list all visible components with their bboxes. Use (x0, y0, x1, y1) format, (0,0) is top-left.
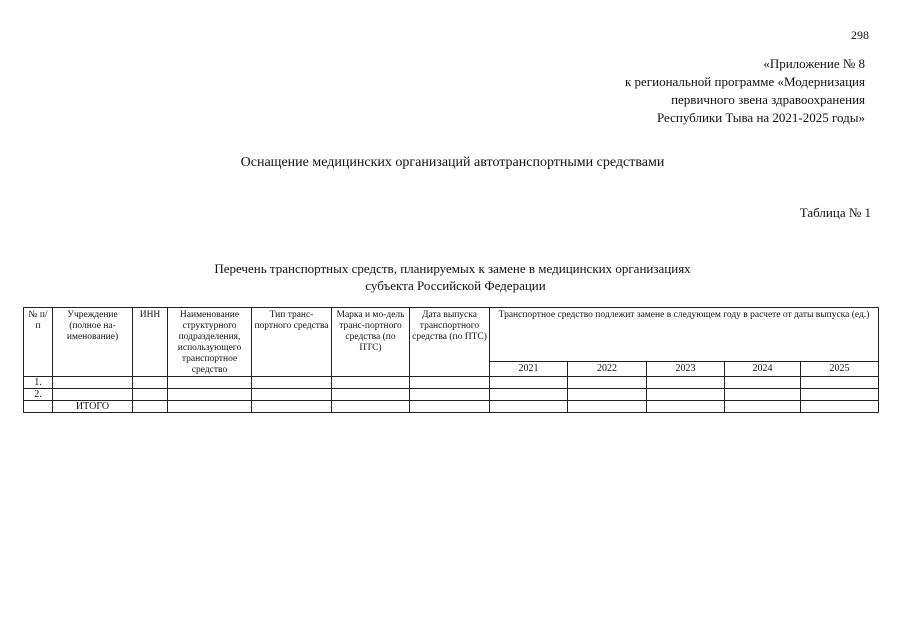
cell (647, 401, 725, 413)
cell (801, 377, 879, 389)
header-model: Марка и мо-дель транс-портного средства (по ПТС) (332, 308, 410, 377)
cell (410, 401, 490, 413)
header-num: № п/п (24, 308, 53, 377)
appendix-header (565, 55, 865, 127)
table-row (24, 389, 879, 401)
cell (133, 389, 168, 401)
appendix-line: «Приложение № 8 (763, 56, 865, 71)
cell (647, 377, 725, 389)
header-type: Тип транс-портного средства (252, 308, 332, 377)
total-row (24, 401, 879, 413)
cell (568, 401, 647, 413)
header-year: 2025 (801, 361, 879, 376)
cell (252, 401, 332, 413)
cell (332, 401, 410, 413)
vehicles-table (23, 307, 879, 413)
header-unit: Наименование структурного подразделения, использующего транспортное средство (168, 308, 252, 377)
cell (410, 377, 490, 389)
cell (801, 401, 879, 413)
header-year: 2021 (490, 361, 568, 376)
cell (725, 377, 801, 389)
cell (568, 377, 647, 389)
appendix-line: Республики Тыва на 2021-2025 годы» (656, 110, 865, 125)
cell (168, 401, 252, 413)
cell (53, 389, 133, 401)
cell (252, 377, 332, 389)
cell (133, 401, 168, 413)
header-replacement: Транспортное средство подлежит замене в следующем году в расчете от даты выпуска (ед.) (490, 308, 879, 362)
row-number: 1. (24, 377, 53, 389)
cell (490, 401, 568, 413)
table-label: Таблица № 1 (799, 205, 871, 220)
list-title-line2: субъекта Российской Федерации (365, 278, 546, 293)
cell (490, 389, 568, 401)
row-number: 2. (24, 389, 53, 401)
cell (168, 389, 252, 401)
page-number: 298 (851, 28, 869, 42)
cell (332, 389, 410, 401)
cell (725, 389, 801, 401)
cell (332, 377, 410, 389)
header-year: 2024 (725, 361, 801, 376)
header-inn: ИНН (133, 308, 168, 377)
cell (801, 389, 879, 401)
cell (647, 389, 725, 401)
cell (725, 401, 801, 413)
cell (490, 377, 568, 389)
appendix-line: первичного звена здравоохранения (671, 92, 865, 107)
document-title: Оснащение медицинских организаций автотранспортными средствами (240, 155, 665, 170)
cell (252, 389, 332, 401)
cell (168, 377, 252, 389)
header-institution: Учреждение (полное на-именование) (53, 308, 133, 377)
appendix-line: к региональной программе «Модернизация (624, 74, 865, 89)
total-label: ИТОГО (53, 401, 133, 413)
cell (24, 401, 53, 413)
cell (53, 377, 133, 389)
header-year: 2023 (647, 361, 725, 376)
cell (133, 377, 168, 389)
table-row (24, 377, 879, 389)
cell (568, 389, 647, 401)
header-release-date: Дата выпуска транспортного средства (по ПТС) (410, 308, 490, 377)
cell (410, 389, 490, 401)
list-title (0, 260, 905, 294)
list-title-line1: Перечень транспортных средств, планируемых к замене в медицинских организациях (214, 261, 691, 276)
header-year: 2022 (568, 361, 647, 376)
